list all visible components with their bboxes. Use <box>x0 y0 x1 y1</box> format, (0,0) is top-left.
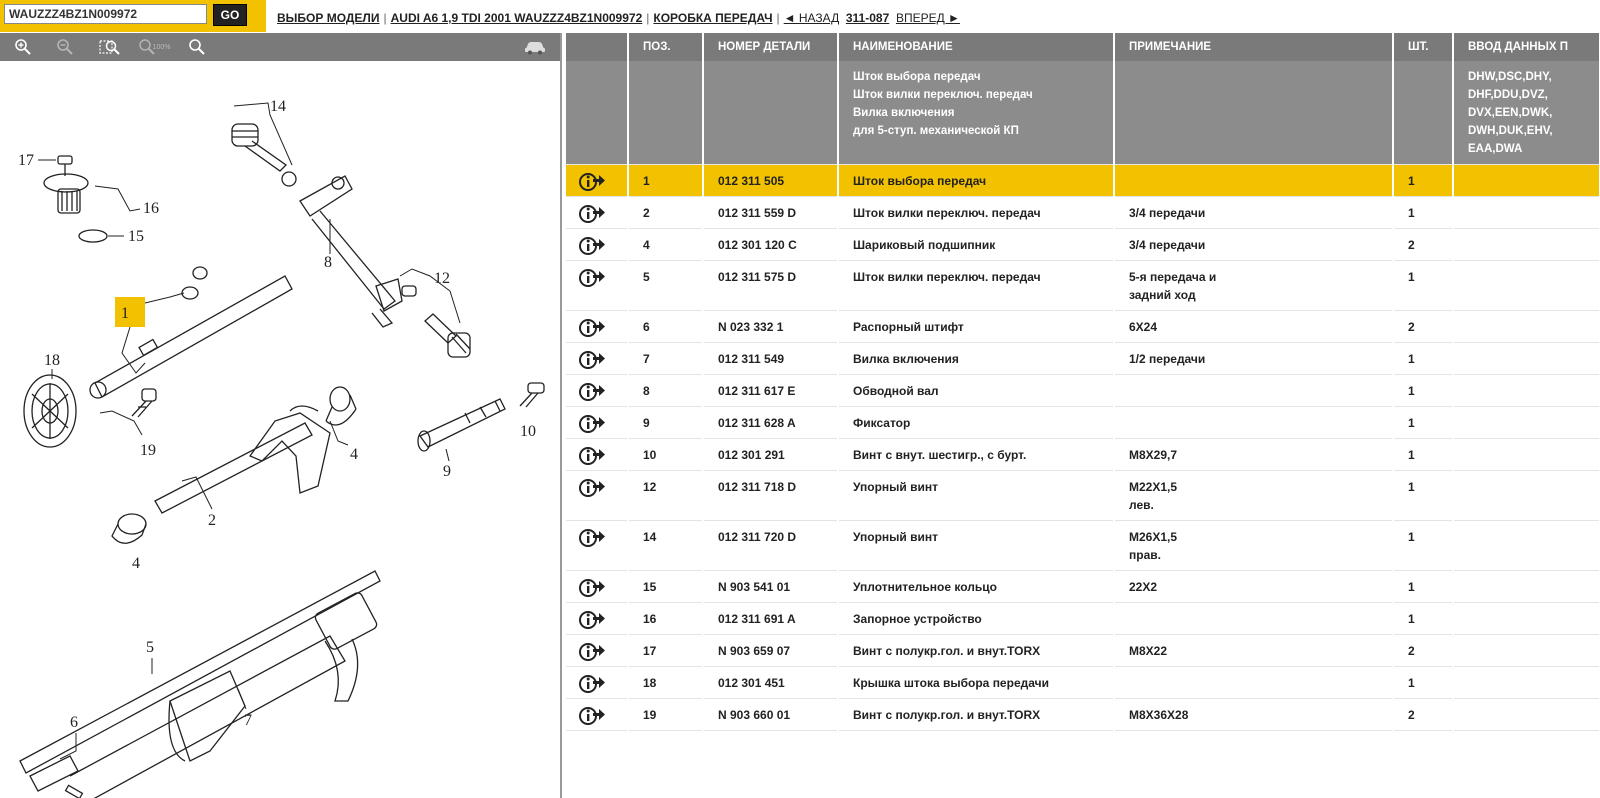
cell-data-input <box>1453 343 1600 375</box>
cell-note: M22X1,5 лев. <box>1114 471 1393 521</box>
cell-data-input <box>1453 603 1600 635</box>
table-row[interactable] <box>566 521 1600 571</box>
cell-part-number: 012 311 691 A <box>703 603 838 635</box>
info-cell <box>628 61 703 165</box>
cell-data-input <box>1453 229 1600 261</box>
cell-pos: 16 <box>628 603 703 635</box>
info-arrow-icon[interactable] <box>578 170 606 192</box>
callout-16[interactable]: 16 <box>143 200 159 217</box>
info-action-icon[interactable] <box>566 165 628 197</box>
callout-19[interactable]: 19 <box>140 442 156 459</box>
cell-name: Винт с полукр.гол. и внут.TORX <box>838 699 1114 731</box>
cell-qty: 1 <box>1393 407 1453 439</box>
callout-2[interactable]: 2 <box>208 512 216 529</box>
part-19-drawing[interactable] <box>132 389 156 417</box>
cell-part-number: 012 311 559 D <box>703 197 838 229</box>
col-header-pos: ПОЗ. <box>628 33 703 61</box>
cell-name: Упорный винт <box>838 521 1114 571</box>
cell-part-number: 012 301 291 <box>703 439 838 471</box>
cell-name: Распорный штифт <box>838 311 1114 343</box>
cell-pos: 4 <box>628 229 703 261</box>
cell-part-number: N 023 332 1 <box>703 311 838 343</box>
engine-codes: DHW,DSC,DHY, DHF,DDU,DVZ, DVX,EEN,DWK, DWH,DUK,EHV, EAA,DWA <box>1453 61 1600 165</box>
callout-4-lower[interactable]: 4 <box>132 555 140 572</box>
cell-qty: 2 <box>1393 229 1453 261</box>
cell-pos: 15 <box>628 571 703 603</box>
col-header-part-number: НОМЕР ДЕТАЛИ <box>703 33 838 61</box>
breadcrumb-vehicle[interactable]: AUDI A6 1,9 TDI 2001 WAUZZZ4BZ1N009972 <box>390 11 643 25</box>
cell-name: Запорное устройство <box>838 603 1114 635</box>
parts-diagram <box>0 61 560 798</box>
cell-note <box>1114 165 1393 197</box>
cell-qty: 1 <box>1393 521 1453 571</box>
table-row[interactable] <box>566 667 1600 699</box>
zoom-percent-label: 100% <box>152 43 171 51</box>
info-arrow-icon[interactable] <box>578 576 606 598</box>
cell-qty: 1 <box>1393 165 1453 197</box>
go-button[interactable]: GO <box>213 4 247 26</box>
group-info-row <box>566 61 1600 165</box>
cell-data-input <box>1453 571 1600 603</box>
breadcrumb-separator: | <box>646 11 650 25</box>
cell-part-number: 012 311 505 <box>703 165 838 197</box>
cell-pos: 17 <box>628 635 703 667</box>
table-row[interactable] <box>566 229 1600 261</box>
info-action-icon[interactable] <box>566 603 628 635</box>
table-row[interactable] <box>566 571 1600 603</box>
callout-6[interactable]: 6 <box>70 714 78 731</box>
callout-10[interactable]: 10 <box>520 423 536 440</box>
cell-note: M26X1,5 прав. <box>1114 521 1393 571</box>
col-header-icon <box>566 33 628 61</box>
info-action-icon[interactable] <box>566 571 628 603</box>
page-number-link[interactable]: 311-087 <box>845 11 890 25</box>
cell-note: 1/2 передачи <box>1114 343 1393 375</box>
cell-pos: 12 <box>628 471 703 521</box>
cell-data-input <box>1453 311 1600 343</box>
cell-name: Упорный винт <box>838 471 1114 521</box>
cell-qty: 1 <box>1393 375 1453 407</box>
breadcrumb-group[interactable]: КОРОБКА ПЕРЕДАЧ <box>653 11 773 25</box>
forward-link[interactable]: ВПЕРЕД ► <box>895 11 960 25</box>
info-arrow-icon[interactable] <box>578 704 606 726</box>
info-arrow-icon[interactable] <box>578 234 606 256</box>
cell-part-number: 012 311 617 E <box>703 375 838 407</box>
cell-data-input <box>1453 375 1600 407</box>
vin-input[interactable] <box>4 4 207 24</box>
cell-qty: 1 <box>1393 261 1453 311</box>
cell-name: Уплотнительное кольцо <box>838 571 1114 603</box>
cell-qty: 1 <box>1393 471 1453 521</box>
cell-data-input <box>1453 471 1600 521</box>
breadcrumb-model-select[interactable]: ВЫБОР МОДЕЛИ <box>277 11 380 25</box>
cell-part-number: 012 301 120 C <box>703 229 838 261</box>
cell-note: M8X29,7 <box>1114 439 1393 471</box>
cell-data-input <box>1453 521 1600 571</box>
cell-note: M8X36X28 <box>1114 699 1393 731</box>
back-link[interactable]: ◄ НАЗАД <box>783 11 840 25</box>
info-cell <box>703 61 838 165</box>
cell-name: Крышка штока выбора передачи <box>838 667 1114 699</box>
part-17-drawing[interactable] <box>58 156 72 176</box>
table-row[interactable] <box>566 261 1600 311</box>
info-arrow-icon[interactable] <box>578 640 606 662</box>
info-action-icon[interactable] <box>566 407 628 439</box>
cell-qty: 2 <box>1393 699 1453 731</box>
info-cell <box>566 61 628 165</box>
cell-qty: 1 <box>1393 343 1453 375</box>
info-action-icon[interactable] <box>566 197 628 229</box>
cell-pos: 2 <box>628 197 703 229</box>
exploded-view-drawing <box>0 61 560 798</box>
zoom-area-icon[interactable] <box>95 36 125 58</box>
col-header-data-input: ВВОД ДАННЫХ П <box>1453 33 1600 61</box>
zoom-100-icon[interactable] <box>136 36 172 58</box>
table-row[interactable] <box>566 375 1600 407</box>
callout-1-highlight <box>115 297 145 327</box>
table-row[interactable] <box>566 635 1600 667</box>
part-1-drawing[interactable] <box>90 267 292 398</box>
cell-pos: 14 <box>628 521 703 571</box>
cell-part-number: 012 311 575 D <box>703 261 838 311</box>
info-arrow-icon[interactable] <box>578 202 606 224</box>
info-action-icon[interactable] <box>566 311 628 343</box>
part-8-drawing[interactable] <box>300 176 402 327</box>
cell-part-number: 012 311 628 A <box>703 407 838 439</box>
breadcrumb <box>277 11 960 25</box>
table-row[interactable] <box>566 439 1600 471</box>
cell-name: Винт с полукр.гол. и внут.TORX <box>838 635 1114 667</box>
part-9-drawing[interactable] <box>418 399 505 451</box>
table-row[interactable] <box>566 165 1600 197</box>
callout-4[interactable]: 4 <box>350 446 358 463</box>
cell-part-number: 012 311 549 <box>703 343 838 375</box>
cell-data-input <box>1453 261 1600 311</box>
info-arrow-icon[interactable] <box>578 380 606 402</box>
cell-note: 3/4 передачи <box>1114 229 1393 261</box>
table-row[interactable] <box>566 603 1600 635</box>
cell-note <box>1114 407 1393 439</box>
cell-note: 3/4 передачи <box>1114 197 1393 229</box>
part-4-lower-drawing[interactable] <box>112 514 146 543</box>
info-action-icon[interactable] <box>566 699 628 731</box>
cell-pos: 9 <box>628 407 703 439</box>
group-description: Шток выбора передач Шток вилки переключ. передач Вилка включения для 5-ступ. механической КП <box>838 61 1114 165</box>
col-header-qty: ШТ. <box>1393 33 1453 61</box>
cell-pos: 8 <box>628 375 703 407</box>
info-arrow-icon[interactable] <box>578 266 606 288</box>
zoom-in-icon[interactable] <box>8 36 38 58</box>
info-arrow-icon[interactable] <box>578 526 606 548</box>
cell-name: Вилка включения <box>838 343 1114 375</box>
table-header-row <box>566 33 1600 61</box>
cell-part-number: N 903 660 01 <box>703 699 838 731</box>
cell-data-input <box>1453 635 1600 667</box>
breadcrumb-separator: | <box>383 11 387 25</box>
info-action-icon[interactable] <box>566 439 628 471</box>
info-action-icon[interactable] <box>566 635 628 667</box>
info-action-icon[interactable] <box>566 471 628 521</box>
zoom-out-icon[interactable] <box>50 36 80 58</box>
cell-note <box>1114 375 1393 407</box>
part-10-drawing[interactable] <box>520 383 544 407</box>
info-arrow-icon[interactable] <box>578 412 606 434</box>
cell-qty: 1 <box>1393 571 1453 603</box>
col-header-note: ПРИМЕЧАНИЕ <box>1114 33 1393 61</box>
callout-17[interactable]: 17 <box>18 152 34 169</box>
cell-part-number: 012 301 451 <box>703 667 838 699</box>
callout-1[interactable]: 1 <box>121 305 129 322</box>
info-arrow-icon[interactable] <box>578 444 606 466</box>
info-action-icon[interactable] <box>566 521 628 571</box>
part-14-drawing[interactable] <box>232 124 296 186</box>
vin-search-box <box>0 0 266 32</box>
cell-pos: 6 <box>628 311 703 343</box>
cell-part-number: 012 311 718 D <box>703 471 838 521</box>
cell-qty: 1 <box>1393 197 1453 229</box>
parts-table <box>566 33 1600 731</box>
cell-pos: 7 <box>628 343 703 375</box>
table-row[interactable] <box>566 471 1600 521</box>
diagram-pane <box>0 33 562 798</box>
part-16-drawing[interactable] <box>44 174 88 213</box>
top-bar <box>0 0 1600 33</box>
table-row[interactable] <box>566 197 1600 229</box>
col-header-name: НАИМЕНОВАНИЕ <box>838 33 1114 61</box>
cell-note: 5-я передача и задний ход <box>1114 261 1393 311</box>
table-row[interactable] <box>566 343 1600 375</box>
callout-18[interactable]: 18 <box>44 352 60 369</box>
cell-note <box>1114 603 1393 635</box>
cell-qty: 2 <box>1393 635 1453 667</box>
cell-name: Шариковый подшипник <box>838 229 1114 261</box>
part-18-drawing[interactable] <box>24 375 76 447</box>
info-action-icon[interactable] <box>566 375 628 407</box>
table-row[interactable] <box>566 407 1600 439</box>
cell-name: Шток вилки переключ. передач <box>838 197 1114 229</box>
cell-data-input <box>1453 197 1600 229</box>
info-arrow-icon[interactable] <box>578 608 606 630</box>
cell-pos: 18 <box>628 667 703 699</box>
cell-name: Фиксатор <box>838 407 1114 439</box>
cell-name: Обводной вал <box>838 375 1114 407</box>
info-cell <box>1114 61 1393 165</box>
info-action-icon[interactable] <box>566 261 628 311</box>
part-15-drawing[interactable] <box>79 230 107 242</box>
info-arrow-icon[interactable] <box>578 476 606 498</box>
cell-part-number: N 903 541 01 <box>703 571 838 603</box>
info-cell <box>1393 61 1453 165</box>
car-icon[interactable] <box>520 36 550 58</box>
part-4-drawing[interactable] <box>326 387 356 425</box>
cell-qty: 1 <box>1393 667 1453 699</box>
table-row[interactable] <box>566 699 1600 731</box>
callout-8[interactable]: 8 <box>324 254 332 271</box>
callout-5[interactable]: 5 <box>146 639 154 656</box>
cell-qty: 1 <box>1393 439 1453 471</box>
cell-note <box>1114 667 1393 699</box>
cell-data-input <box>1453 439 1600 471</box>
cell-note: 22X2 <box>1114 571 1393 603</box>
callout-7[interactable]: 7 <box>244 712 252 729</box>
part-6-drawing[interactable] <box>30 756 82 798</box>
cell-data-input <box>1453 407 1600 439</box>
parts-table-pane <box>566 33 1600 798</box>
cell-name: Шток вилки переключ. передач <box>838 261 1114 311</box>
cell-pos: 19 <box>628 699 703 731</box>
info-action-icon[interactable] <box>566 343 628 375</box>
info-arrow-icon[interactable] <box>578 316 606 338</box>
cell-data-input <box>1453 667 1600 699</box>
info-action-icon[interactable] <box>566 229 628 261</box>
cell-qty: 1 <box>1393 603 1453 635</box>
callout-14[interactable]: 14 <box>270 98 286 115</box>
table-row[interactable] <box>566 311 1600 343</box>
cell-data-input <box>1453 699 1600 731</box>
cell-part-number: N 903 659 07 <box>703 635 838 667</box>
cell-name: Винт с внут. шестигр., с бурт. <box>838 439 1114 471</box>
cell-pos: 10 <box>628 439 703 471</box>
part-2-drawing[interactable] <box>155 406 330 513</box>
callout-9[interactable]: 9 <box>443 463 451 480</box>
cell-part-number: 012 311 720 D <box>703 521 838 571</box>
info-arrow-icon[interactable] <box>578 672 606 694</box>
cell-data-input <box>1453 165 1600 197</box>
callout-12[interactable]: 12 <box>434 270 450 287</box>
cell-pos: 1 <box>628 165 703 197</box>
info-arrow-icon[interactable] <box>578 348 606 370</box>
breadcrumb-separator: | <box>776 11 780 25</box>
diagram-toolbar <box>0 33 560 61</box>
cell-pos: 5 <box>628 261 703 311</box>
search-icon[interactable] <box>182 36 212 58</box>
info-action-icon[interactable] <box>566 667 628 699</box>
cell-name: Шток выбора передач <box>838 165 1114 197</box>
cell-note: M8X22 <box>1114 635 1393 667</box>
cell-note: 6X24 <box>1114 311 1393 343</box>
cell-qty: 2 <box>1393 311 1453 343</box>
callout-15[interactable]: 15 <box>128 228 144 245</box>
